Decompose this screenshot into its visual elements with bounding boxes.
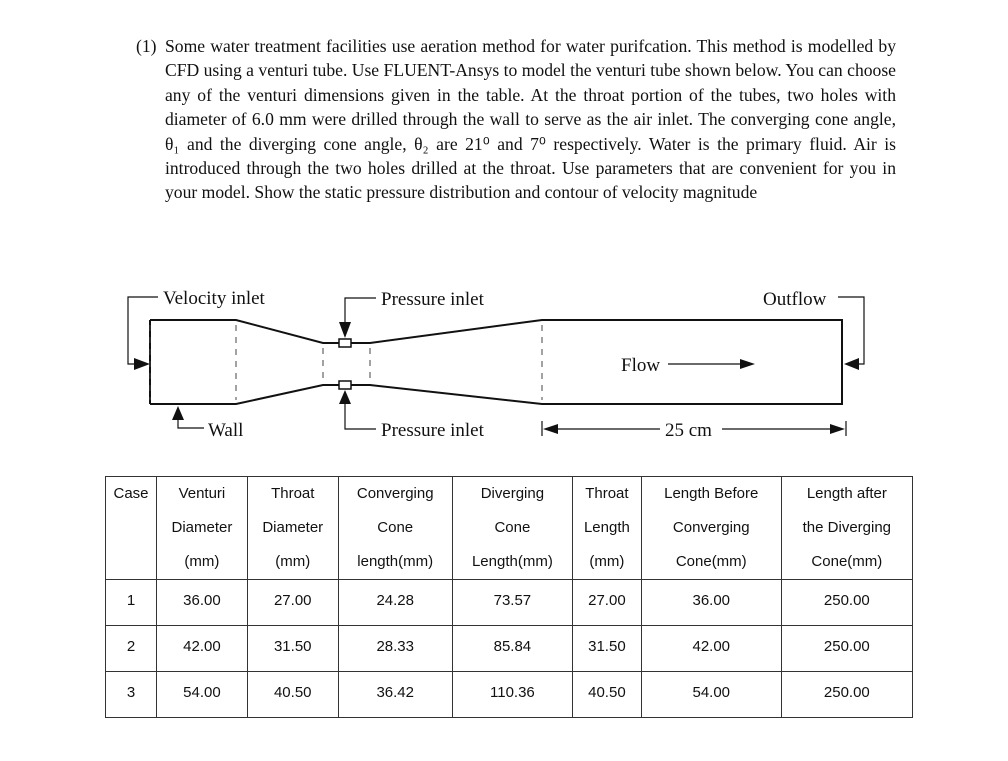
table-cell: 40.50 [572, 672, 641, 718]
pressure-inlet-top-label: Pressure inlet [381, 289, 484, 310]
table-cell: 250.00 [781, 626, 912, 672]
table-cell: 36.42 [338, 672, 452, 718]
length-arrow-left [543, 424, 558, 434]
table-cell: 42.00 [641, 626, 781, 672]
table-cell: 36.00 [157, 580, 248, 626]
header-case: Case [106, 477, 157, 580]
header-length-after-diverging: Length after the Diverging Cone(mm) [781, 477, 912, 580]
bottom-hole [339, 381, 351, 389]
pressure-inlet-bottom-label: Pressure inlet [381, 420, 484, 441]
header-diverging-cone-length: Diverging Cone Length(mm) [452, 477, 572, 580]
outflow-arrow [844, 358, 859, 370]
table-cell: 73.57 [452, 580, 572, 626]
venturi-dimensions-table [105, 476, 913, 718]
pressure-inlet-bottom-leader [345, 402, 376, 429]
header-throat-diameter: Throat Diameter (mm) [247, 477, 338, 580]
header-throat-length: Throat Length (mm) [572, 477, 641, 580]
outflow-label: Outflow [763, 289, 827, 310]
table-cell: 24.28 [338, 580, 452, 626]
velocity-inlet-arrow [134, 358, 150, 370]
table-cell: 1 [106, 580, 157, 626]
table-cell: 85.84 [452, 626, 572, 672]
problem-number: (1) [136, 36, 157, 56]
problem-text: Some water treatment facilities use aeration method for water purifcation. This method is modelled by CFD using a venturi tube. Use FLUENT-Ansys to model the venturi tube shown below. You can choose any of the venturi dimensions given in the table. At the throat portion of the tubes, two holes with diameter of 6.0 mm were drilled through the wall to serve as the air inlet. The converging cone angle, θ₁ and the diverging cone angle, θ₂ are 21⁰ and 7⁰ respectively. Water is the primary fluid. Air is introduced through the two holes drilled at the throat. Use parameters that are convenient for you in your model. Show the static pressure distribution and contour of velocity magnitude [165, 36, 896, 203]
pressure-inlet-bottom-arrow [339, 390, 351, 404]
length-arrow-right [830, 424, 845, 434]
velocity-inlet-label: Velocity inlet [163, 288, 265, 309]
length-label: 25 cm [665, 420, 712, 441]
table-header-row [106, 477, 913, 580]
flow-label: Flow [621, 355, 661, 376]
header-converging-cone-length: Converging Cone length(mm) [338, 477, 452, 580]
table-row [106, 626, 913, 672]
table-cell: 54.00 [641, 672, 781, 718]
table-cell: 31.50 [572, 626, 641, 672]
top-hole [339, 339, 351, 347]
table-cell: 28.33 [338, 626, 452, 672]
table-cell: 31.50 [247, 626, 338, 672]
header-venturi-diameter: Venturi Diameter (mm) [157, 477, 248, 580]
header-length-before-converging: Length Before Converging Cone(mm) [641, 477, 781, 580]
table-cell: 27.00 [247, 580, 338, 626]
table-row [106, 580, 913, 626]
table-cell: 42.00 [157, 626, 248, 672]
table-row [106, 672, 913, 718]
table-cell: 54.00 [157, 672, 248, 718]
table-cell: 40.50 [247, 672, 338, 718]
venturi-outline [150, 320, 842, 404]
table-cell: 110.36 [452, 672, 572, 718]
pressure-inlet-top-arrow [339, 322, 351, 338]
table-cell: 27.00 [572, 580, 641, 626]
velocity-inlet-leader [128, 297, 158, 364]
table-cell: 2 [106, 626, 157, 672]
table-cell: 36.00 [641, 580, 781, 626]
wall-label: Wall [208, 420, 244, 441]
table-cell: 250.00 [781, 672, 912, 718]
table-cell: 3 [106, 672, 157, 718]
wall-arrow [172, 406, 184, 420]
pressure-inlet-top-leader [345, 298, 376, 326]
flow-arrow [740, 359, 755, 369]
table-cell: 250.00 [781, 580, 912, 626]
